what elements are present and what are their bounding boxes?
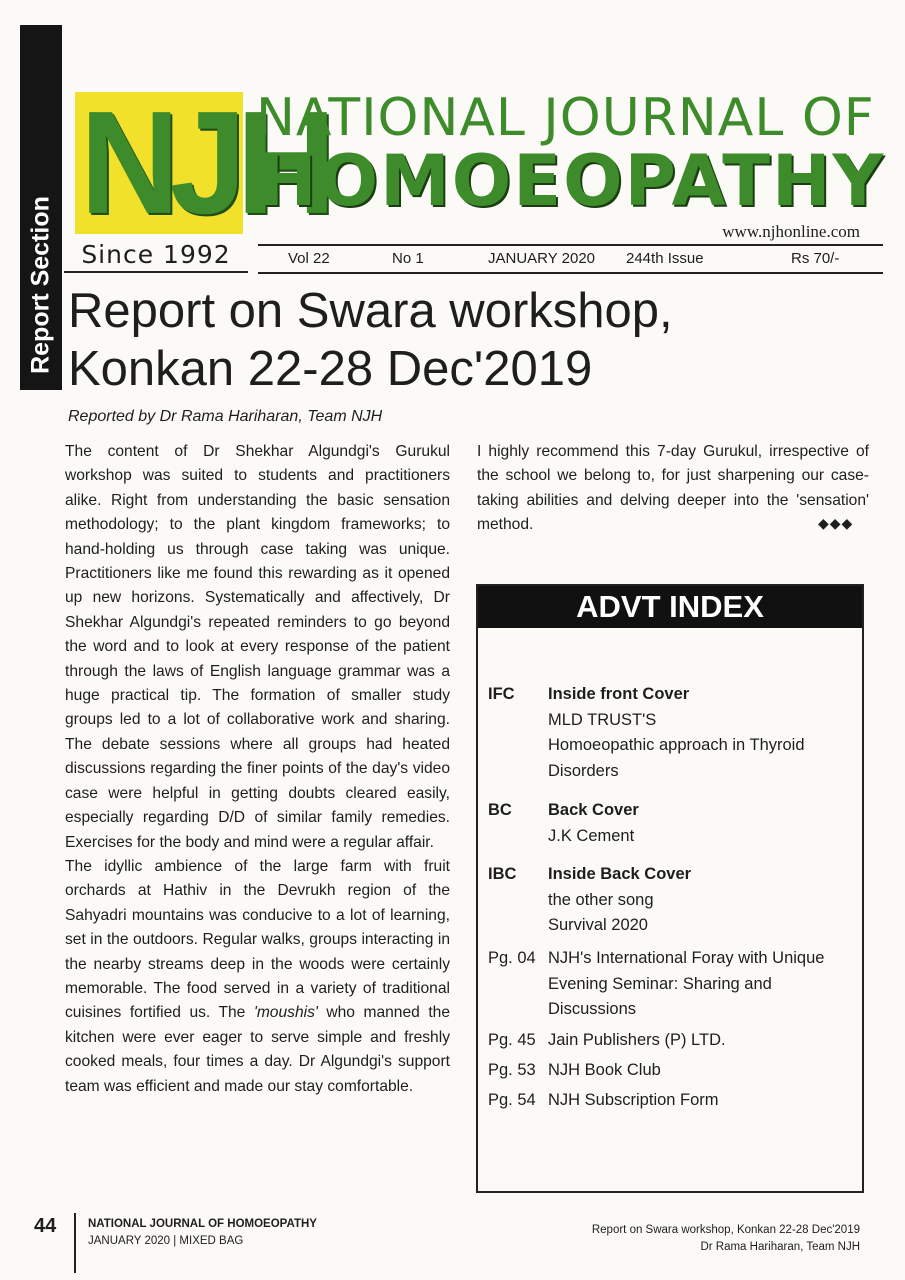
website-link[interactable]: www.njhonline.com xyxy=(722,222,860,241)
advt-title: Inside Back Cover xyxy=(548,865,692,883)
article-left-column xyxy=(65,440,450,1099)
advt-line: Homoeopathic approach in Thyroid Disorders xyxy=(548,736,805,780)
advt-text: Jain Publishers (P) LTD. xyxy=(548,1031,726,1049)
footer-journal: NATIONAL JOURNAL OF HOMOEOPATHY xyxy=(88,1218,317,1230)
advt-index-heading: ADVT INDEX xyxy=(478,586,862,628)
article-title xyxy=(68,282,888,398)
advt-code: IFC xyxy=(488,685,515,703)
advt-line: Survival 2020 xyxy=(548,916,648,934)
advt-line: J.K Cement xyxy=(548,826,635,845)
advt-line: MLD TRUST'S xyxy=(548,710,657,729)
issue-date: JANUARY 2020 xyxy=(488,250,596,267)
njh-logo: NJH xyxy=(80,81,327,245)
advt-text xyxy=(548,798,853,849)
advt-title: Back Cover xyxy=(548,801,639,819)
advt-text: NJH Book Club xyxy=(548,1061,661,1079)
footer-left xyxy=(88,1216,317,1250)
para2-end: who manned the kitchen were ever eager to serve simple and freshly cooked meals, four times a day. Dr Algundgi's support team was efficient and made our stay comfortable. xyxy=(65,1004,450,1095)
footer-issue-info: JANUARY 2020 | MIXED BAG xyxy=(88,1235,244,1247)
advt-text xyxy=(548,682,853,784)
article-paragraph-3: I highly recommend this 7-day Gurukul, irrespective of the school we belong to, for just sharpening our case-taking abilities and delving deeper into the 'sensation' method. xyxy=(477,443,869,534)
advt-text xyxy=(548,862,853,939)
issue-bar xyxy=(258,244,883,274)
issue-volume: Vol 22 xyxy=(288,250,330,267)
advt-text: NJH Subscription Form xyxy=(548,1091,719,1109)
issue-label: 244th Issue xyxy=(626,250,704,267)
page-number: 44 xyxy=(34,1215,57,1237)
advt-text: NJH's International Foray with Unique Evening Seminar: Sharing and Discussions xyxy=(548,949,825,1018)
advt-index-box xyxy=(476,584,864,1193)
article-paragraph-1: The content of Dr Shekhar Algundgi's Gurukul workshop was suited to students and practitioners alike. Right from understanding the basic sensation methodology; to the plant kingdom frameworks; to hand-holding us through case taking was unique. Practitioners like me found this rewarding as it opened up new horizons. Systematically and affectively, Dr Shekhar Algundgi's repeated reminders to go beyond the word and to look at every response of the patient through the laws of English language grammar was a huge practical tip. The formation of smaller study groups led to a lot of collaborative work and sharing. The debate sessions where all groups had heated discussions regarding the finer points of the day's video case were helpful in getting doubts cleared easily, especially regarding D/D of similar family remedies. Exercises for the body and mind were a regular affair. xyxy=(65,443,450,851)
advt-line: the other song xyxy=(548,890,654,909)
end-mark-icon: ◆◆◆ xyxy=(818,515,854,531)
advt-code: Pg. 53 xyxy=(488,1061,536,1079)
logo-since: Since 1992 xyxy=(81,240,231,269)
article-right-column xyxy=(477,440,869,538)
advt-code: Pg. 45 xyxy=(488,1031,536,1049)
title-line-1: Report on Swara workshop, xyxy=(68,284,673,338)
logo-divider xyxy=(64,271,248,273)
footer-divider xyxy=(74,1213,76,1273)
para2-start: The idyllic ambience of the large farm with fruit orchards at Hathiv in the Devrukh region of the Sahyadri mountains was conducive to a lot of learning, set in the outdoors. Regular walks, groups interacting in the nearby streams deep in the woods were certainly memorable. The food served in a variety of traditional cuisines fortified us. The xyxy=(65,857,450,1022)
advt-code: BC xyxy=(488,801,512,819)
advt-title: Inside front Cover xyxy=(548,685,690,703)
article-paragraph-2 xyxy=(65,855,450,1099)
para2-italic: 'moushis' xyxy=(253,1004,318,1022)
masthead-line1: NATIONAL JOURNAL OF xyxy=(256,88,875,148)
title-line-2: Konkan 22-28 Dec'2019 xyxy=(68,342,593,396)
footer-right xyxy=(592,1222,860,1256)
byline: Reported by Dr Rama Hariharan, Team NJH xyxy=(68,408,383,425)
masthead-line2: HOMOEOPATHY xyxy=(258,140,886,222)
advt-code: IBC xyxy=(488,865,517,883)
advt-code: Pg. 04 xyxy=(488,949,536,967)
advt-code: Pg. 54 xyxy=(488,1091,536,1109)
footer-author: Dr Rama Hariharan, Team NJH xyxy=(700,1241,860,1253)
issue-price: Rs 70/- xyxy=(791,250,840,267)
footer-article-title: Report on Swara workshop, Konkan 22-28 Dec'2019 xyxy=(591,1224,860,1236)
report-section-label: Report Section xyxy=(26,196,55,374)
issue-number: No 1 xyxy=(392,250,424,267)
